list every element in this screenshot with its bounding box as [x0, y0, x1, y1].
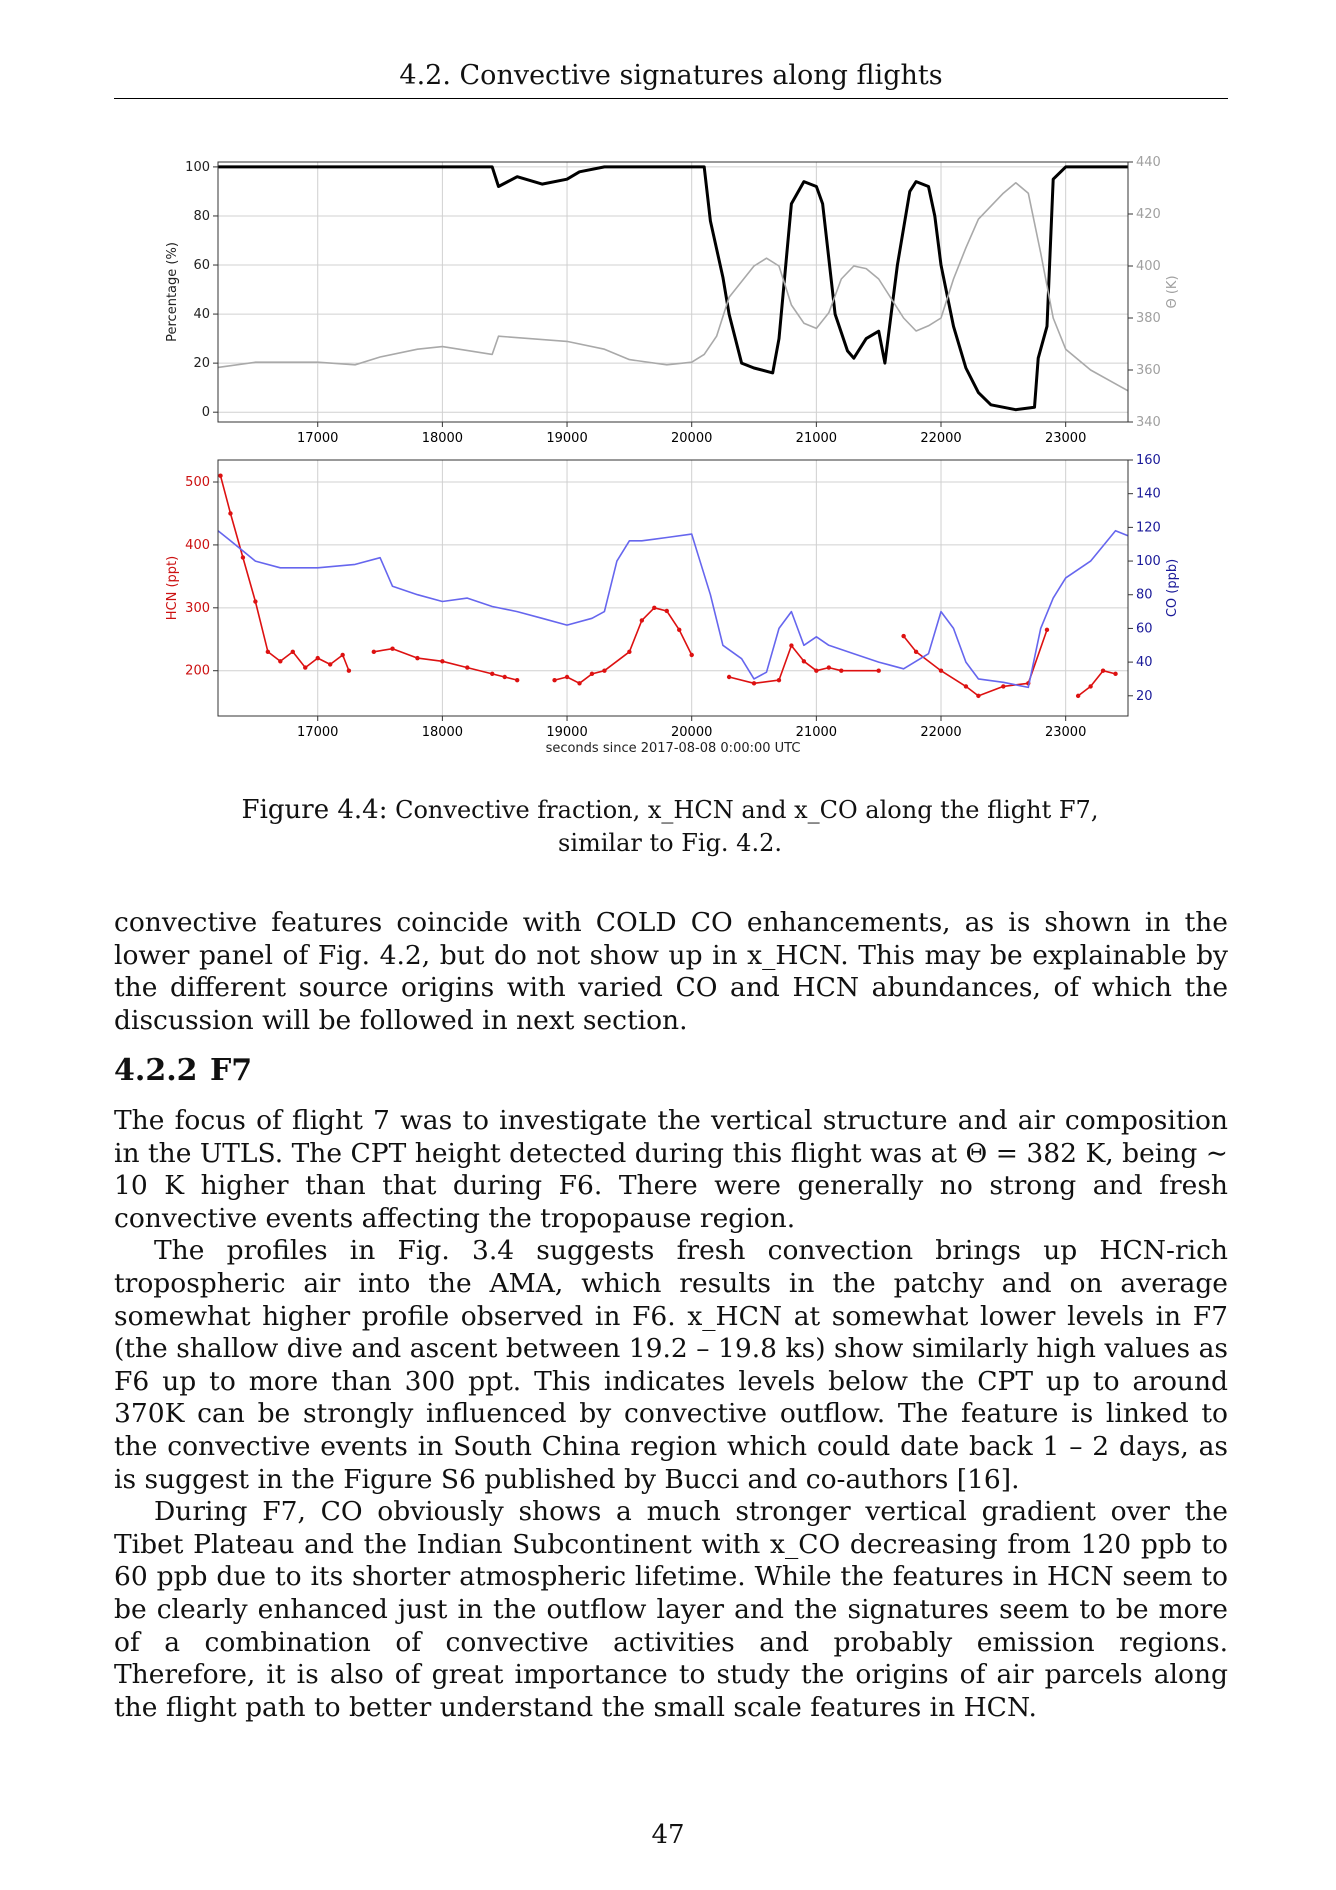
panel-bottom-series-0-point — [627, 650, 631, 654]
panel-bottom-series-0-point — [777, 678, 781, 682]
section-heading — [114, 1053, 252, 1088]
figure-caption — [200, 794, 1140, 860]
panel-bottom-series-0-point — [1113, 672, 1117, 676]
panel-bottom-series-0-point — [976, 694, 980, 698]
panel-bottom-series-0-point — [266, 650, 270, 654]
panel-bottom-series-0-line — [1078, 671, 1115, 696]
running-title: 4.2. Convective signatures along flights — [399, 60, 943, 91]
paragraph-2: The focus of flight 7 was to investigate the vertical structure and air composition in the UTLS. The CPT height detected during this flight was at Θ = 382 K, being ∼ 10 K higher than that during F6. There were generally no strong and fresh convective events affecting the tropopause region. — [114, 1105, 1228, 1234]
panel-top-frame — [218, 162, 1128, 422]
panel-bottom-y-left-tick-label: 300 — [185, 600, 210, 616]
panel-bottom-x-tick-label: 17000 — [297, 725, 339, 740]
panel-bottom-series-0-point — [328, 662, 332, 666]
panel-top-y-left-tick-label: 40 — [193, 307, 210, 323]
panel-top-y-right-label: Θ (K) — [1165, 275, 1180, 309]
caption-number: Figure 4.4: — [241, 795, 388, 825]
panel-bottom-series-0-point — [303, 665, 307, 669]
panel-bottom-y-left-tick-label: 200 — [185, 663, 210, 679]
panel-top-series-0-line — [218, 167, 1128, 410]
panel-top-x-tick-label: 20000 — [671, 431, 713, 446]
panel-bottom-y-right-tick-label: 80 — [1136, 587, 1153, 603]
panel-bottom-y-right-tick-label: 140 — [1136, 486, 1161, 502]
panel-bottom-series-0-line — [374, 649, 517, 680]
panel-top-y-left-tick-label: 60 — [193, 258, 210, 274]
panel-bottom-series-0-line — [729, 646, 879, 684]
panel-bottom-series-0-point — [503, 675, 507, 679]
panel-bottom-frame — [218, 460, 1128, 716]
paragraph-4: During F7, CO obviously shows a much stronger vertical gradient over the Tibet Plateau and the Indian Subcontinent with x_CO decreasing from 120 ppb to 60 ppb due to its shorter atmospheric lifetime. While the features in HCN seem to be clearly enhanced just in the outflow layer and the signatures seem to be more of a combination of convective activities and probably emission regions. Therefore, it is also of great importance to study the origins of air parcels along the flight path to better understand the small scale features in HCN. — [114, 1496, 1228, 1723]
panel-bottom-series-0-point — [677, 628, 681, 632]
panel-top-y-left-label: Percentage (%) — [165, 242, 180, 342]
panel-bottom-series-0-point — [590, 672, 594, 676]
panel-bottom-x-tick-label: 19000 — [546, 725, 588, 740]
panel-bottom-series-0-point — [1101, 669, 1105, 673]
panel-bottom-y-right-tick-label: 120 — [1136, 520, 1161, 536]
panel-top-series-1-line — [218, 183, 1128, 391]
panel-bottom-series-0-point — [440, 659, 444, 663]
panel-top-y-left-tick-label: 100 — [185, 159, 210, 175]
panel-top-x-tick-label: 21000 — [795, 431, 838, 446]
panel-bottom-series-0-point — [291, 650, 295, 654]
section-body — [114, 1105, 1228, 1724]
panel-bottom-series-0-point — [1076, 694, 1080, 698]
panel-bottom-series-0-point — [665, 609, 669, 613]
panel-bottom-x-tick-label: 18000 — [421, 725, 464, 740]
panel-bottom-x-tick-label: 22000 — [920, 725, 962, 740]
panel-bottom-y-right-tick-label: 40 — [1136, 655, 1153, 671]
panel-top-x-tick-label: 19000 — [546, 431, 588, 446]
panel-bottom-y-left-tick-label: 400 — [185, 537, 210, 553]
panel-bottom-series-0-point — [1045, 628, 1049, 632]
panel-top-x-tick-label: 23000 — [1044, 431, 1087, 446]
panel-bottom-y-right-tick-label: 160 — [1136, 453, 1161, 468]
panel-bottom-series-0-point — [914, 650, 918, 654]
panel-bottom-series-0-point — [814, 669, 818, 673]
panel-bottom-x-label: seconds since 2017-08-08 0:00:00 UTC — [545, 741, 801, 756]
panel-bottom-y-left-label: HCN (ppt) — [165, 555, 180, 621]
panel-bottom-series-0-point — [964, 684, 968, 688]
panel-bottom-x-tick-label: 21000 — [795, 725, 838, 740]
panel-bottom-series-0-point — [218, 474, 222, 478]
panel-top-y-right-tick-label: 360 — [1136, 363, 1161, 378]
panel-bottom-x-tick-label: 20000 — [671, 725, 713, 740]
paragraph-1: convective features coincide with COLD CO enhancements, as is shown in the lower panel of Fig. 4.2, but do not show up in x_HCN. This may be explainable by the different source origins with varied CO and HCN abundances, of which the discussion will be followed in next section. — [114, 907, 1228, 1036]
panel-bottom-series-0-point — [727, 675, 731, 679]
panel-bottom-series-0-point — [490, 672, 494, 676]
panel-top-y-right-tick-label: 340 — [1136, 415, 1161, 430]
paragraph-3: The profiles in Fig. 3.4 suggests fresh convection brings up HCN-rich tropospheric air into the AMA, which results in the patchy and on average somewhat higher profile observed in F6. x_HCN at somewhat lower levels in F7 (the shallow dive and ascent between 19.2 – 19.8 ks) show similarly high values as F6 up to more than 300 ppt. This indicates levels below the CPT up to around 370K can be strongly influenced by convective outflow. The feature is linked to the convective events in South China region which could date back 1 – 2 days, as is suggest in the Figure S6 published by Bucci and co-authors [16]. — [114, 1235, 1228, 1495]
panel-bottom-y-right-tick-label: 60 — [1136, 621, 1153, 637]
panel-top-x-tick-label: 18000 — [421, 431, 464, 446]
panel-top-y-right-tick-label: 440 — [1136, 155, 1161, 170]
panel-bottom-series-0-point — [1001, 684, 1005, 688]
panel-bottom-series-0-line — [904, 630, 1047, 696]
panel-top-x-tick-label: 17000 — [297, 431, 339, 446]
panel-top-y-right-tick-label: 420 — [1136, 207, 1161, 222]
panel-bottom-series-0-point — [565, 675, 569, 679]
panel-bottom-series-0-point — [316, 656, 320, 660]
panel-bottom-series-0-point — [827, 665, 831, 669]
panel-bottom-series-0-point — [901, 634, 905, 638]
panel-bottom-series-0-point — [602, 669, 606, 673]
panel-top-y-left-tick-label: 20 — [193, 356, 210, 372]
panel-bottom-series-0-point — [752, 681, 756, 685]
header-rule — [114, 98, 1228, 99]
panel-bottom-series-0-point — [552, 678, 556, 682]
caption-text: Convective fraction, x_HCN and x_CO along the flight F7, similar to Fig. 4.2. — [395, 796, 1099, 857]
panel-bottom-series-0-point — [390, 646, 394, 650]
panel-bottom-series-0-point — [515, 678, 519, 682]
panel-bottom-x-tick-label: 23000 — [1044, 725, 1087, 740]
panel-bottom-y-right-label: CO (ppb) — [1165, 558, 1180, 618]
panel-bottom-y-right-tick-label: 20 — [1136, 688, 1153, 704]
panel-bottom-series-0-point — [1088, 684, 1092, 688]
panel-bottom-series-0-point — [939, 669, 943, 673]
panel-bottom-series-0-line — [555, 608, 692, 684]
panel-bottom-series-0-point — [278, 659, 282, 663]
panel-bottom-series-0-point — [789, 643, 793, 647]
panel-bottom-series-0-point — [347, 669, 351, 673]
panel-bottom-series-0-point — [876, 669, 880, 673]
panel-bottom-series-0-point — [340, 653, 344, 657]
section-title: F7 — [210, 1053, 253, 1088]
page-number: 47 — [651, 1820, 685, 1850]
panel-bottom-series-0-point — [689, 653, 693, 657]
panel-bottom-series-0-point — [839, 669, 843, 673]
panel-bottom-series-0-point — [241, 555, 245, 559]
panel-bottom-series-1-line — [218, 531, 1128, 688]
panel-bottom-series-0-point — [465, 665, 469, 669]
panel-top-y-left-tick-label: 0 — [201, 405, 210, 421]
paragraph-1-block — [114, 907, 1228, 1037]
figure-4-4 — [0, 150, 1336, 760]
panel-bottom-series-0-line — [221, 476, 349, 671]
panel-bottom-series-0-point — [372, 650, 376, 654]
panel-bottom-series-0-point — [640, 618, 644, 622]
panel-bottom-series-0-point — [228, 511, 232, 515]
panel-bottom-series-0-point — [577, 681, 581, 685]
panel-bottom-series-0-point — [802, 659, 806, 663]
panel-bottom-series-0-point — [652, 606, 656, 610]
panel-top-y-left-tick-label: 80 — [193, 208, 210, 224]
panel-bottom-series-0-point — [253, 599, 257, 603]
panel-bottom-y-right-tick-label: 100 — [1136, 554, 1161, 570]
panel-top-y-right-tick-label: 380 — [1136, 311, 1161, 326]
panel-top-y-right-tick-label: 400 — [1136, 259, 1161, 274]
panel-bottom-series-0-point — [415, 656, 419, 660]
section-number: 4.2.2 — [114, 1053, 198, 1088]
panel-bottom-y-left-tick-label: 500 — [185, 475, 210, 491]
panel-top-x-tick-label: 22000 — [920, 431, 962, 446]
